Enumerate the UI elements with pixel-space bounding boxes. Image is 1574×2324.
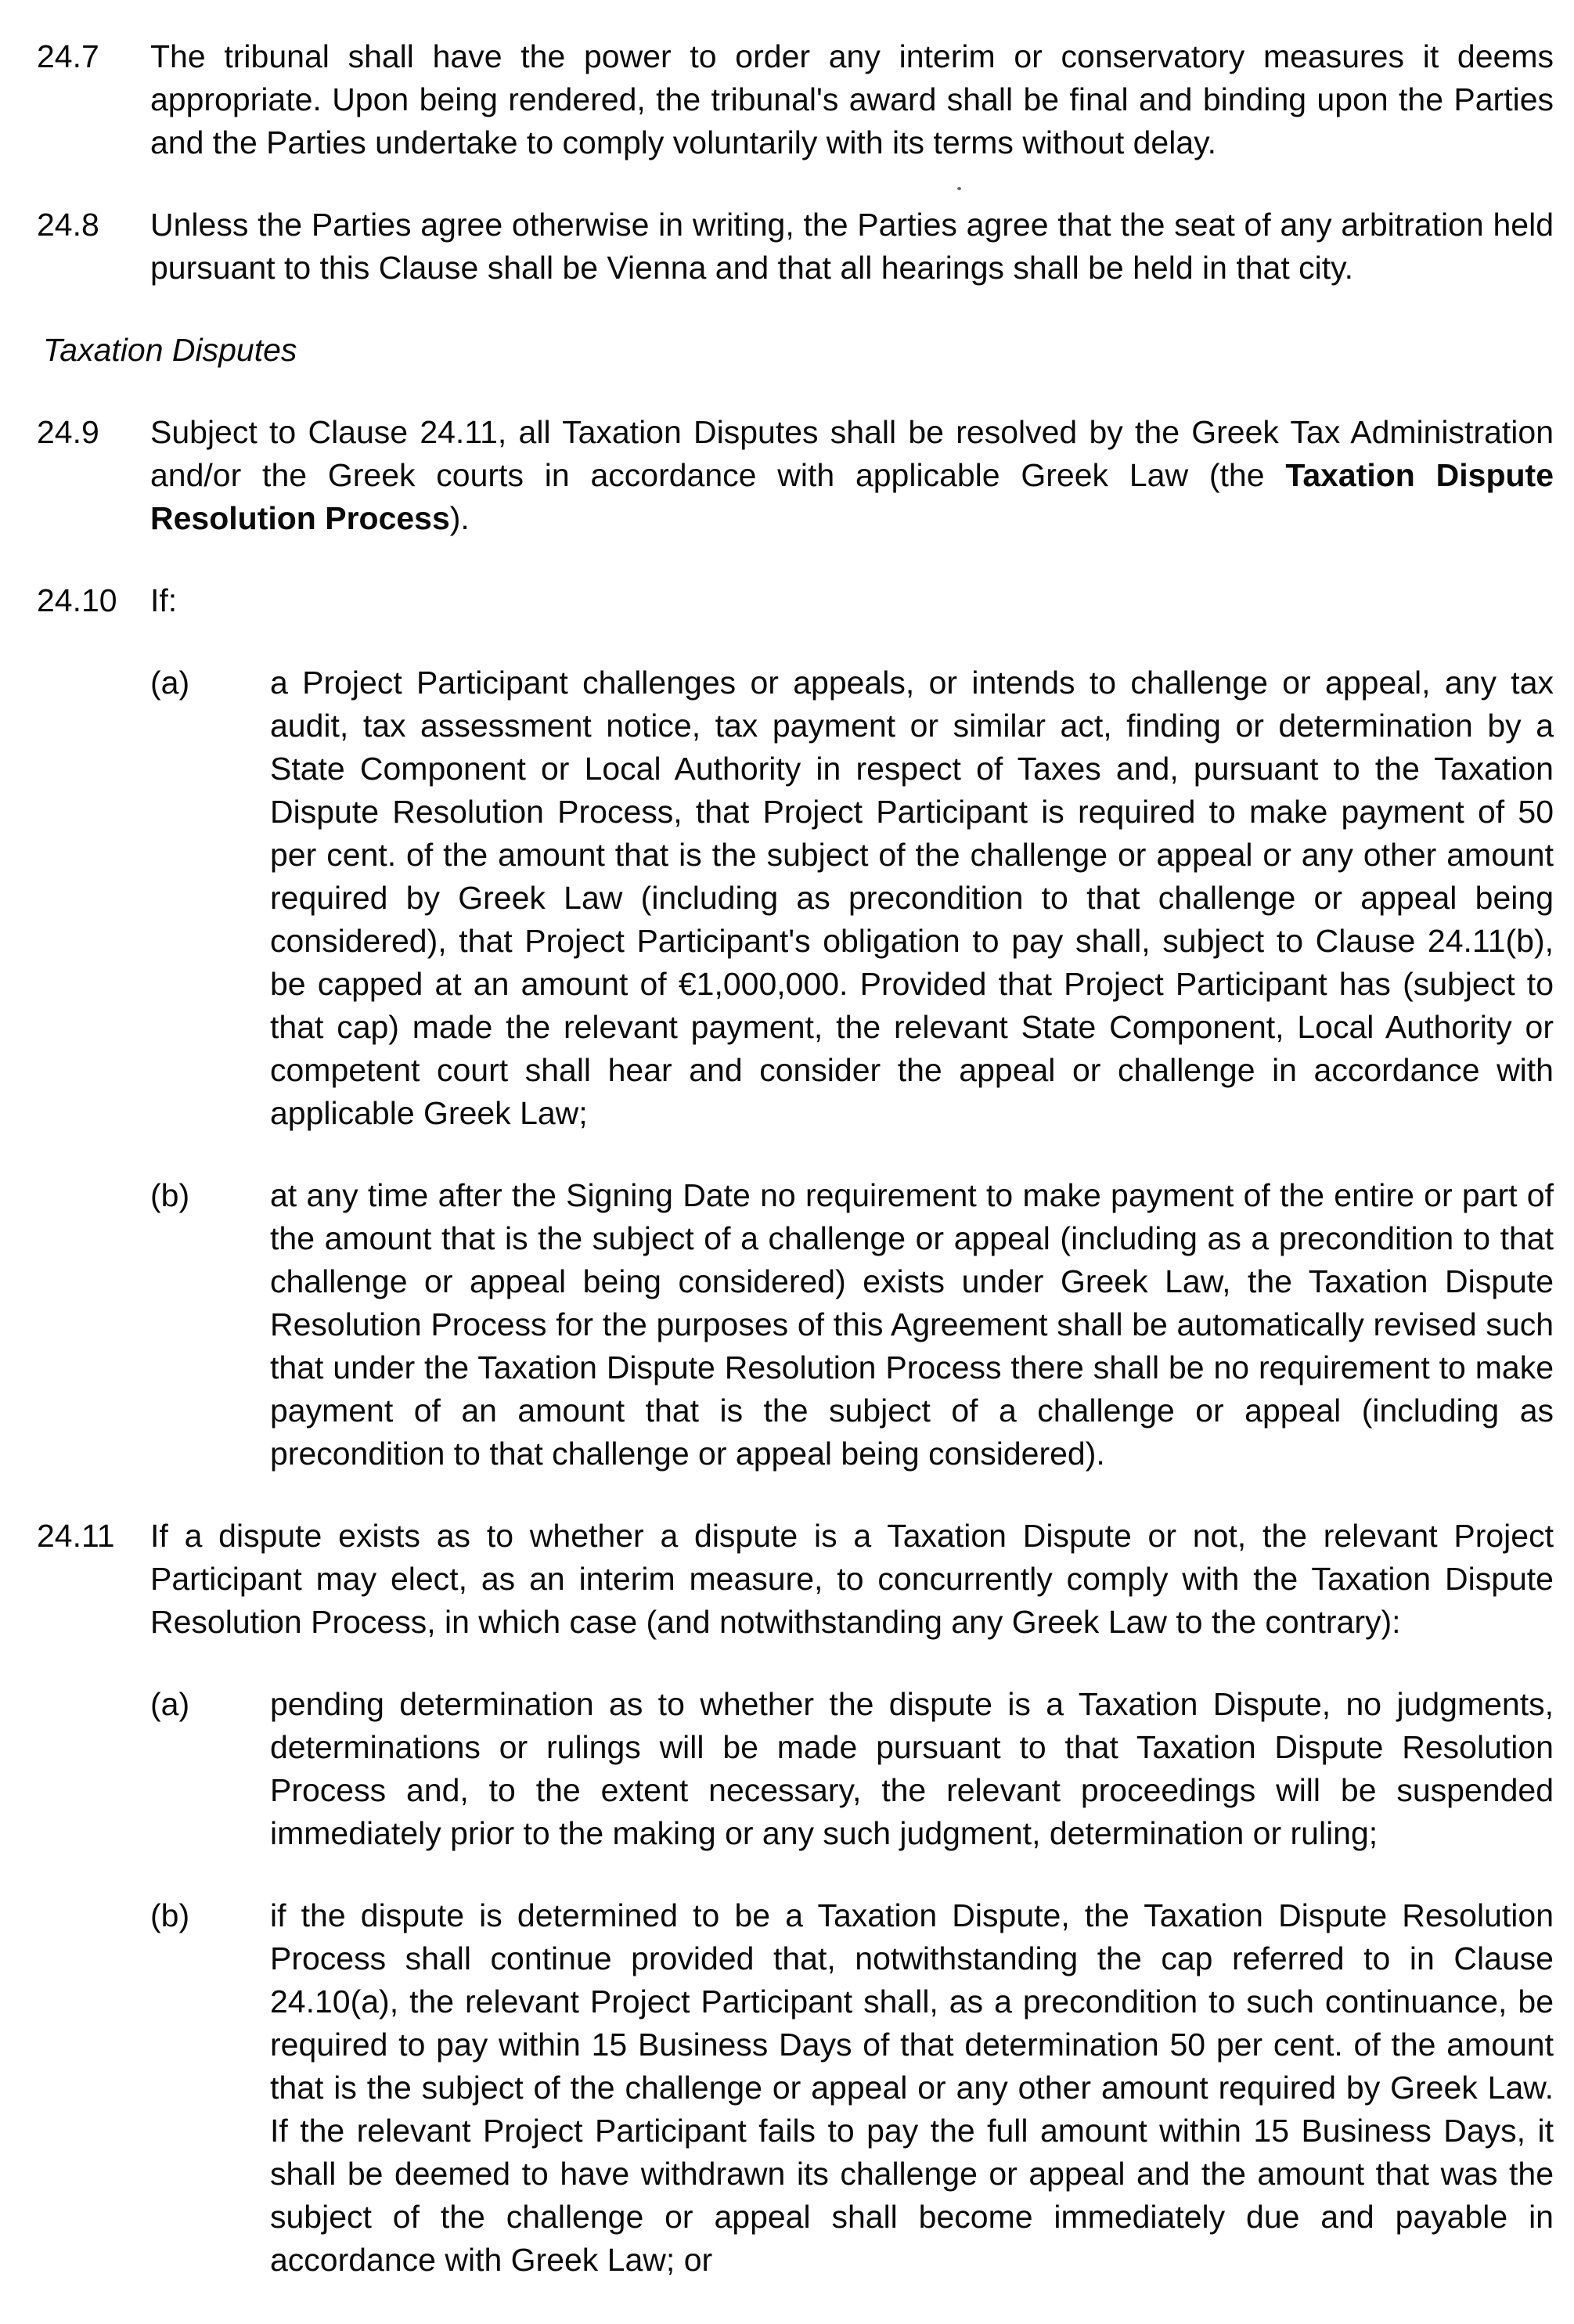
subclause-text: if the dispute is determined to be a Taxation Dispute, the Taxation Dispute Resolution Process shall continue provided that, notwithstanding the cap referred to in Clause 24.10(a), the relevant Project Participant shall, as a precondition to such continuance, be required to pay within 15 Business Days of that determination 50 per cent. of the amount that is the subject of the challenge or appeal or any other amount required by Greek Law. If the relevant Project Participant fails to pay the full amount within 15 Business Days, it shall be deemed to have withdrawn its challenge or appeal and the amount that was the subject of the challenge or appeal shall become immediately due and payable in accordance with Greek Law; or [270, 1897, 1554, 2278]
subclause-label: (a) [150, 1686, 190, 1722]
subclause-text: pending determination as to whether the dispute is a Taxation Dispute, no judgments, determinations or rulings will be made pursuant to that Taxation Dispute Resolution Process and, to the extent necessary, the relevant proceedings will be suspended immediately prior to the making or any such judgment, determination or ruling; [270, 1686, 1554, 1851]
subclause-text: at any time after the Signing Date no requirement to make payment of the entire or part of the amount that is the subject of a challenge or appeal (including as a precondition to that challenge or appeal being considered) exists under Greek Law, the Taxation Dispute Resolution Process for the purposes of this Agreement shall be automatically revised such that under the Taxation Dispute Resolution Process there shall be no requirement to make payment of an amount that is the subject of a challenge or appeal (including as precondition to that challenge or appeal being considered). [270, 1177, 1554, 1472]
subclause-label: (a) [150, 665, 190, 701]
clause-text-segment: ). [449, 500, 470, 536]
clause-text [150, 411, 1554, 540]
clause-number: 24.9 [37, 414, 99, 450]
clause-text-segment: Subject to Clause 24.11, all Taxation Disputes shall be resolved by the Greek Tax Administration and/or the Greek courts in accordance with applicable Greek Law (the [150, 414, 1554, 493]
subclause-24-11-a [150, 1683, 1554, 1855]
clause-text: Unless the Parties agree otherwise in writing, the Parties agree that the seat of any arbitration held pursuant to this Clause shall be Vienna and that all hearings shall be held in that city. [150, 207, 1554, 286]
clause-number: 24.10 [37, 582, 117, 618]
clause-24-7 [37, 35, 1554, 164]
clause-text: If a dispute exists as to whether a dispute is a Taxation Dispute or not, the relevant Project Participant may elect, as an interim measure, to concurrently comply with the Taxation Dispute Resolution Process, in which case (and notwithstanding any Greek Law to the contrary): [150, 1518, 1554, 1640]
clause-24-11 [37, 1515, 1554, 1644]
defined-term: Taxation Dispute Resolution Process [150, 457, 1554, 536]
clause-24-10 [37, 579, 1554, 622]
clause-number: 24.11 [37, 1518, 115, 1554]
clause-number: 24.8 [37, 207, 99, 243]
subclause-text: a Project Participant challenges or appeals, or intends to challenge or appeal, any tax audit, tax assessment notice, tax payment or similar act, finding or determination by a State Component or Local Authority in respect of Taxes and, pursuant to the Taxation Dispute Resolution Process, that Project Participant is required to make payment of 50 per cent. of the amount that is the subject of the challenge or appeal or any other amount required by Greek Law (including as precondition to that challenge or appeal being considered), that Project Participant's obligation to pay shall, subject to Clause 24.11(b), be capped at an amount of €1,000,000. Provided that Project Participant has (subject to that cap) made the relevant payment, the relevant State Component, Local Authority or competent court shall hear and consider the appeal or challenge in accordance with applicable Greek Law; [270, 665, 1554, 1131]
clause-text: If: [150, 582, 178, 618]
subclause-24-11-b [150, 1894, 1554, 2282]
scan-artifact-dot [957, 187, 961, 190]
subclause-label: (b) [150, 1177, 190, 1213]
clause-24-9 [37, 411, 1554, 540]
clause-number: 24.7 [37, 38, 99, 74]
subclause-24-10-b [150, 1174, 1554, 1475]
subclause-label: (b) [150, 1897, 190, 1933]
clause-24-8 [37, 204, 1554, 290]
subclause-24-10-a [150, 661, 1554, 1135]
section-heading: Taxation Disputes [43, 332, 297, 368]
clause-text: The tribunal shall have the power to order any interim or conservatory measures it deems appropriate. Upon being rendered, the tribunal's award shall be final and binding upon the Parties and the Parties undertake to comply voluntarily with its terms without delay. [150, 38, 1554, 160]
